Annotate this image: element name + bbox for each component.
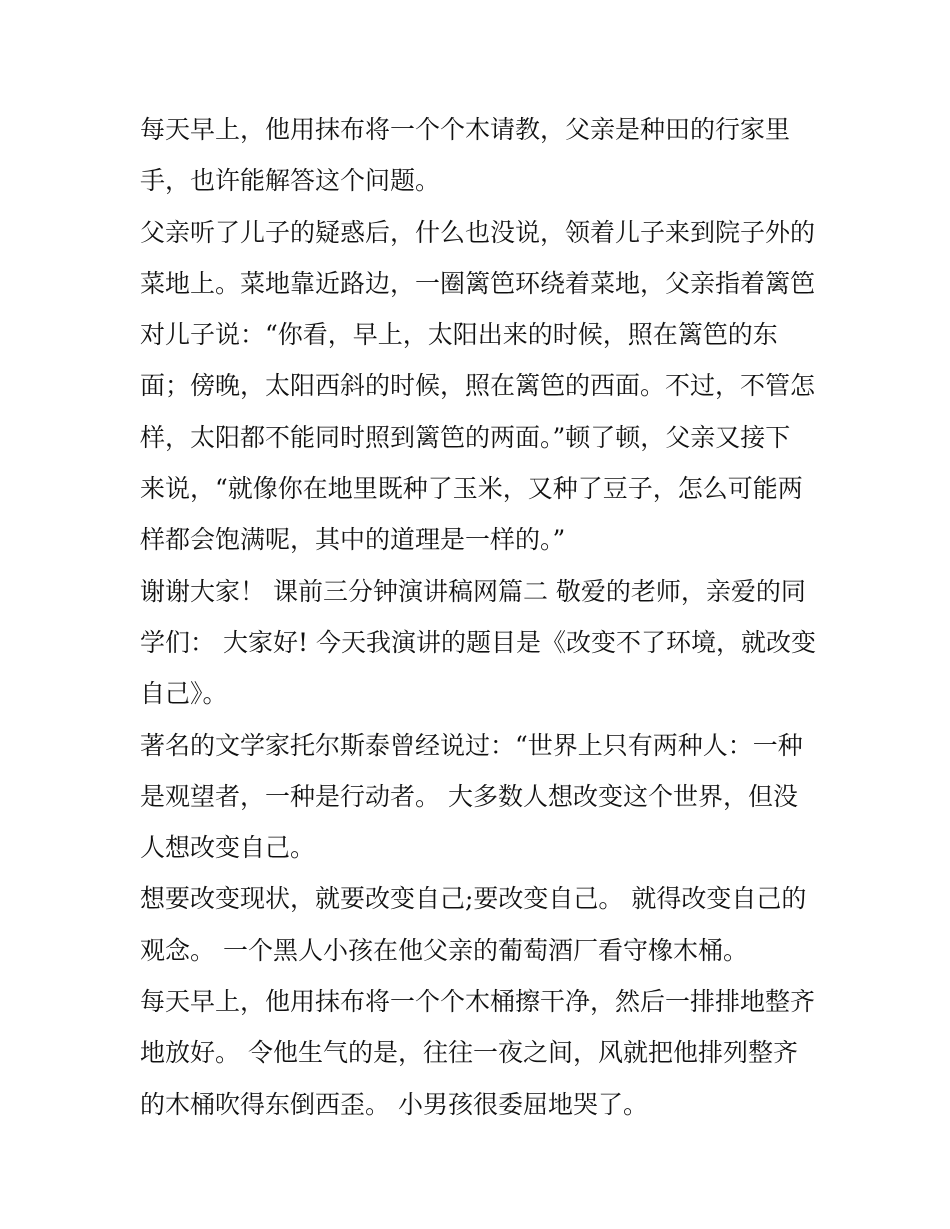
text-line: 人想改变自己。 [140, 833, 316, 863]
text-line: 是观望者，一种是行动者。 大多数人想改变这个世界，但没 [140, 781, 798, 811]
text-line: 手，也许能解答这个问题。 [140, 166, 441, 196]
text-line: 学们： 大家好! 今天我演讲的题目是《改变不了环境，就改变 [140, 627, 816, 657]
text-line: 对儿子说：“你看，早上，太阳出来的时候，照在篱笆的东 [140, 320, 778, 350]
text-line: 观念。 一个黑人小孩在他父亲的葡萄酒厂看守橡木桶。 [140, 935, 748, 965]
text-line: 自己》。 [140, 679, 228, 709]
text-line: 父亲听了儿子的疑惑后，什么也没说，领着儿子来到院子外的 [140, 217, 816, 247]
text-line: 面；傍晚，太阳西斜的时候，照在篱笆的西面。不过，不管怎 [140, 371, 816, 401]
text-line: 地放好。 令他生气的是，往往一夜之间，风就把他排列整齐 [140, 1038, 798, 1068]
text-line: 想要改变现状，就要改变自己;要改变自己。 就得改变自己的 [140, 884, 807, 914]
text-line: 每天早上，他用抹布将一个个木请教，父亲是种田的行家里 [140, 115, 791, 144]
text-line: 来说，“就像你在地里既种了玉米，又种了豆子，怎么可能两 [140, 474, 803, 504]
document-body [140, 104, 820, 1130]
text-line: 每天早上，他用抹布将一个个木桶擦干净，然后一排排地整齐 [140, 987, 816, 1017]
text-line: 著名的文学家托尔斯泰曾经说过：“世界上只有两种人：一种 [140, 730, 803, 760]
text-line: 谢谢大家！ 课前三分钟演讲稿网篇二 敬爱的老师，亲爱的同 [140, 576, 806, 606]
text-line: 样都会饱满呢，其中的道理是一样的。” [140, 525, 566, 555]
text-line: 样，太阳都不能同时照到篱笆的两面。”顿了顿，父亲又接下 [140, 422, 791, 452]
text-line: 菜地上。菜地靠近路边，一圈篱笆环绕着菜地，父亲指着篱笆 [140, 268, 816, 298]
text-line: 的木桶吹得东倒西歪。 小男孩很委屈地哭了。 [140, 1089, 648, 1119]
